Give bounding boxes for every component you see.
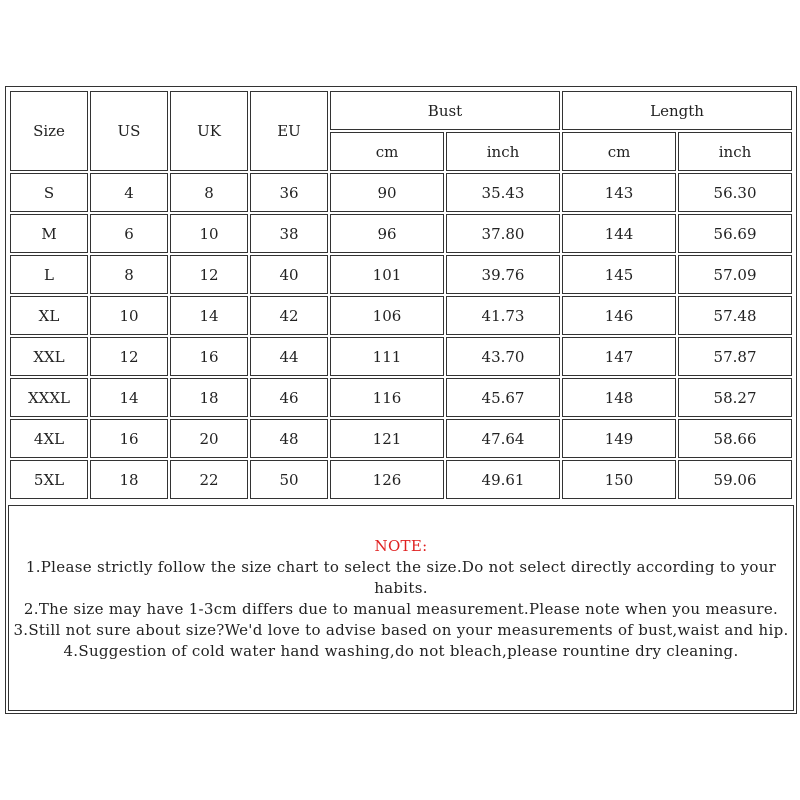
cell-us: 4 (90, 173, 168, 212)
cell-uk: 20 (170, 419, 248, 458)
table-row (10, 337, 792, 376)
note-title: NOTE: (374, 537, 428, 555)
cell-eu: 48 (250, 419, 328, 458)
note-line-4: 4.Suggestion of cold water hand washing,do not bleach,please rountine dry cleaning. (63, 642, 739, 660)
cell-us: 6 (90, 214, 168, 253)
cell-bust-inch: 43.70 (446, 337, 560, 376)
header-bust-inch: inch (446, 132, 560, 171)
cell-us: 12 (90, 337, 168, 376)
cell-bust-inch: 41.73 (446, 296, 560, 335)
cell-uk: 14 (170, 296, 248, 335)
cell-bust-inch: 49.61 (446, 460, 560, 499)
cell-us: 16 (90, 419, 168, 458)
cell-size: M (10, 214, 88, 253)
cell-length-cm: 143 (562, 173, 676, 212)
cell-bust-inch: 39.76 (446, 255, 560, 294)
header-uk: UK (170, 91, 248, 171)
cell-length-cm: 148 (562, 378, 676, 417)
header-length: Length (562, 91, 792, 130)
header-size: Size (10, 91, 88, 171)
size-chart-table (8, 89, 794, 501)
cell-length-inch: 59.06 (678, 460, 792, 499)
cell-length-cm: 147 (562, 337, 676, 376)
cell-size: XXL (10, 337, 88, 376)
cell-length-cm: 150 (562, 460, 676, 499)
cell-uk: 18 (170, 378, 248, 417)
cell-length-cm: 149 (562, 419, 676, 458)
cell-bust-inch: 35.43 (446, 173, 560, 212)
cell-uk: 22 (170, 460, 248, 499)
cell-bust-cm: 111 (330, 337, 444, 376)
cell-bust-cm: 96 (330, 214, 444, 253)
cell-size: 5XL (10, 460, 88, 499)
table-row (10, 378, 792, 417)
cell-bust-cm: 101 (330, 255, 444, 294)
table-row (10, 173, 792, 212)
cell-length-inch: 58.27 (678, 378, 792, 417)
note-line-1: 1.Please strictly follow the size chart to select the size.Do not select directly according to your habits. (25, 558, 777, 597)
cell-eu: 50 (250, 460, 328, 499)
cell-length-inch: 57.48 (678, 296, 792, 335)
note-box (8, 505, 794, 711)
cell-us: 18 (90, 460, 168, 499)
header-bust: Bust (330, 91, 560, 130)
cell-us: 10 (90, 296, 168, 335)
cell-uk: 16 (170, 337, 248, 376)
cell-size: XXXL (10, 378, 88, 417)
table-row (10, 296, 792, 335)
cell-us: 8 (90, 255, 168, 294)
header-us: US (90, 91, 168, 171)
cell-us: 14 (90, 378, 168, 417)
table-row (10, 419, 792, 458)
cell-bust-cm: 121 (330, 419, 444, 458)
cell-uk: 8 (170, 173, 248, 212)
cell-bust-inch: 47.64 (446, 419, 560, 458)
cell-length-cm: 144 (562, 214, 676, 253)
cell-bust-inch: 45.67 (446, 378, 560, 417)
cell-length-cm: 145 (562, 255, 676, 294)
header-length-cm: cm (562, 132, 676, 171)
cell-length-inch: 57.09 (678, 255, 792, 294)
cell-bust-cm: 126 (330, 460, 444, 499)
cell-bust-cm: 106 (330, 296, 444, 335)
cell-bust-inch: 37.80 (446, 214, 560, 253)
table-row (10, 255, 792, 294)
cell-length-inch: 58.66 (678, 419, 792, 458)
cell-eu: 46 (250, 378, 328, 417)
header-length-inch: inch (678, 132, 792, 171)
cell-size: L (10, 255, 88, 294)
cell-length-inch: 56.30 (678, 173, 792, 212)
note-line-2: 2.The size may have 1-3cm differs due to manual measurement.Please note when you measure. (23, 600, 779, 618)
header-row-1 (10, 91, 792, 130)
cell-eu: 38 (250, 214, 328, 253)
table-row (10, 214, 792, 253)
header-eu: EU (250, 91, 328, 171)
cell-uk: 12 (170, 255, 248, 294)
cell-bust-cm: 116 (330, 378, 444, 417)
cell-length-inch: 57.87 (678, 337, 792, 376)
cell-eu: 42 (250, 296, 328, 335)
header-bust-cm: cm (330, 132, 444, 171)
note-line-3: 3.Still not sure about size?We'd love to advise based on your measurements of bust,waist and hip. (13, 621, 789, 639)
cell-bust-cm: 90 (330, 173, 444, 212)
cell-eu: 40 (250, 255, 328, 294)
cell-size: S (10, 173, 88, 212)
cell-length-inch: 56.69 (678, 214, 792, 253)
cell-size: 4XL (10, 419, 88, 458)
table-row (10, 460, 792, 499)
cell-size: XL (10, 296, 88, 335)
cell-eu: 36 (250, 173, 328, 212)
cell-length-cm: 146 (562, 296, 676, 335)
cell-eu: 44 (250, 337, 328, 376)
cell-uk: 10 (170, 214, 248, 253)
